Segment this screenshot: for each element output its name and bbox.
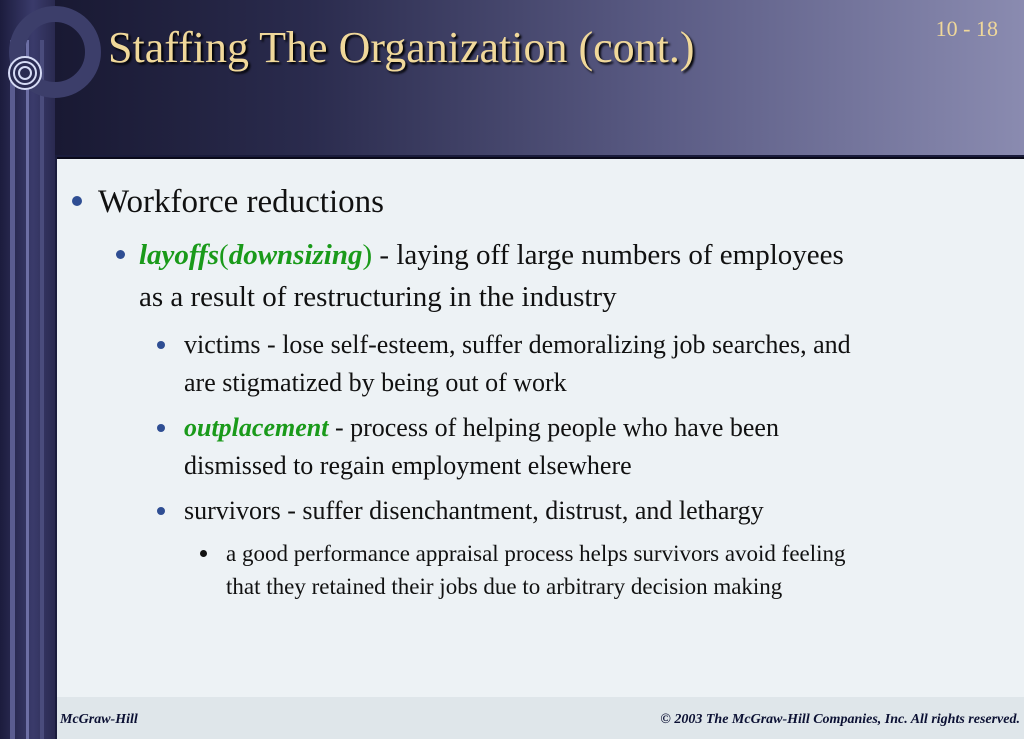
slide-number: 10 - 18 — [935, 16, 998, 41]
term-outplacement: outplacement — [184, 413, 329, 442]
term-downsizing: downsizing — [228, 239, 363, 271]
bullet-layoffs: layoffs(downsizing) - laying off large numbers of employees as a result of restructuring in the industry — [116, 234, 996, 318]
bullet-victims: victims - lose self-esteem, suffer demoralizing job searches, and are stigmatized by being out of work — [157, 326, 1017, 402]
left-decor-bar — [0, 0, 55, 739]
bullet-survivors: survivors - suffer disenchantment, distrust, and lethargy — [157, 492, 1017, 530]
left-stripe — [10, 40, 15, 739]
left-stripe — [40, 40, 44, 739]
bullet-outplacement: outplacement - process of helping people who have been dismissed to regain employment elsewhere — [157, 409, 1017, 485]
ring-logo-icon — [0, 0, 110, 110]
bullet-performance-appraisal: a good performance appraisal process helps survivors avoid feeling that they retained their jobs due to arbitrary decision making — [200, 537, 1020, 604]
bullet-dot-icon — [157, 424, 165, 432]
slide-title: Staffing The Organization (cont.) — [108, 23, 695, 72]
footer-publisher: McGraw-Hill — [60, 712, 138, 727]
bullet-dot-icon — [116, 250, 125, 259]
bullet-dot-icon — [72, 196, 82, 206]
bullet-workforce-reductions: Workforce reductions — [72, 182, 972, 223]
term-layoffs: layoffs — [139, 239, 220, 271]
bullet-dot-icon — [157, 341, 165, 349]
footer-copyright: © 2003 The McGraw-Hill Companies, Inc. All rights reserved. — [660, 712, 1020, 727]
bullet-dot-icon — [200, 550, 207, 557]
bullet-dot-icon — [157, 507, 165, 515]
left-stripe — [26, 40, 29, 739]
